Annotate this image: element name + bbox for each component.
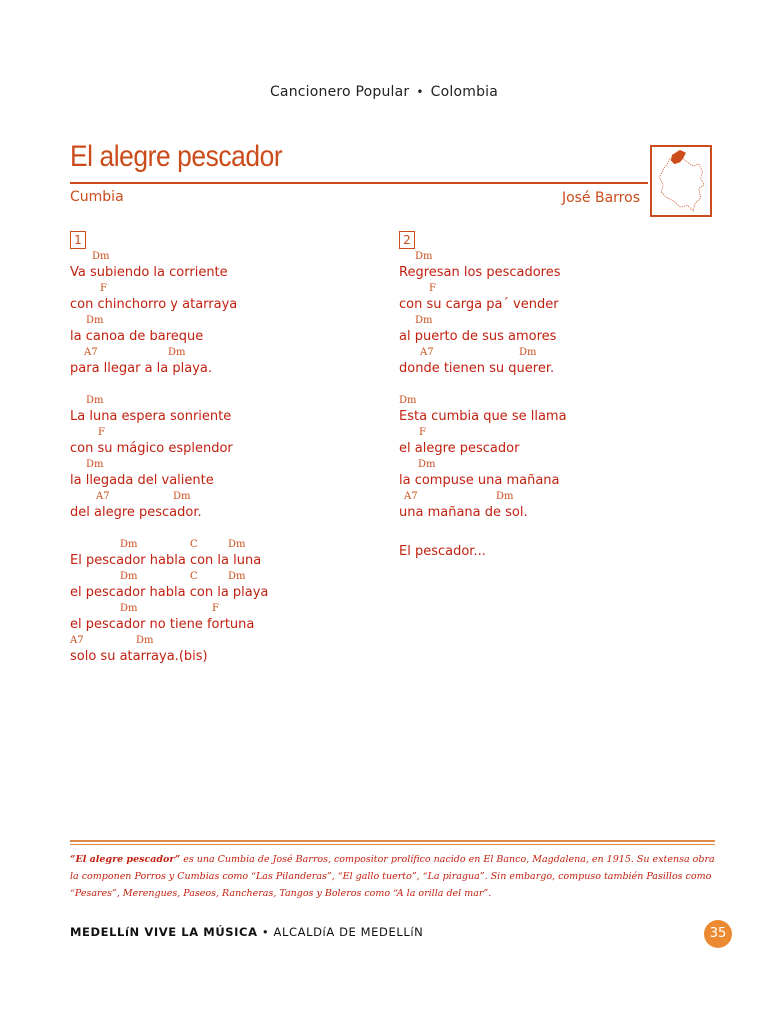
chord-row [399,427,699,440]
verse-column-1 [70,229,370,683]
chord: A7 [96,491,110,502]
lyric-text: donde tienen su querer. [399,361,555,376]
chord-row [70,603,370,616]
chord-row [70,427,370,440]
lyric-text: Va subiendo la corriente [70,265,228,280]
song-title: El alegre pescador [70,140,283,173]
song-note [70,851,715,902]
chord: A7 [404,491,418,502]
lyric-line [70,459,370,491]
map-frame [650,145,712,217]
lyric-text: al puerto de sus amores [399,329,557,344]
closing-line: El pescador... [399,544,486,559]
lyric-line [399,251,699,283]
chord: Dm [418,459,436,470]
chord: A7 [70,635,84,646]
chord: Dm [415,251,433,262]
lyric-text: el alegre pescador [399,441,520,456]
lyric-text: la compuse una mañana [399,473,560,488]
verse-number: 2 [399,231,415,249]
chord: Dm [173,491,191,502]
stanza [399,251,699,379]
chord-row [70,539,370,552]
chord: Dm [86,315,104,326]
chord: Dm [86,395,104,406]
header-separator: • [416,85,424,99]
chord: F [419,427,426,438]
note-divider-thin [70,844,715,845]
chord: Dm [120,603,138,614]
verse-column-2 [399,229,699,560]
chord: F [100,283,107,294]
chord-row [70,315,370,328]
footer-program: MEDELLíN VIVE LA MÚSICA [70,925,258,939]
chord: A7 [84,347,98,358]
chord-row [70,571,370,584]
lyric-line [70,251,370,283]
page-number-badge: 35 [704,920,732,948]
chord: F [429,283,436,294]
chord-row [399,459,699,472]
title-divider [70,182,648,184]
lyric-line [399,491,699,523]
chord-row [399,315,699,328]
lyric-line [70,395,370,427]
chord-row [70,459,370,472]
footer-office: ALCALDíA DE MEDELLíN [273,925,424,939]
chord-row [399,395,699,408]
lyric-text: Esta cumbia que se llama [399,409,567,424]
stanza [70,251,370,379]
verse-number: 1 [70,231,86,249]
chord: C [190,571,198,582]
note-bold: “El alegre pescador” [70,854,181,865]
song-author: José Barros [561,190,640,206]
lyric-text: solo su atarraya.(bis) [70,649,208,664]
lyric-text: El pescador habla con la luna [70,553,262,568]
song-genre: Cumbia [70,189,124,205]
lyric-text: la llegada del valiente [70,473,214,488]
header-country: Colombia [430,84,499,100]
chord: Dm [86,459,104,470]
note-text: es una Cumbia de José Barros, compositor prolífico nacido en El Banco, Magdalena, en 1915. Su extensa obra la componen Porros y Cumbias como “Las Pilanderas”, “El gallo tuerto”, “La piragua”. Sin embargo, compuso también Pasillos como “Pesares”, Merengues, Paseos, Rancheras, Tangos y Boleros como “A la orilla del mar”. [70,854,715,899]
chord: Dm [120,571,138,582]
chord: Dm [92,251,110,262]
lyric-text: la canoa de bareque [70,329,204,344]
chord-row [70,347,370,360]
lyric-text: el pescador no tiene fortuna [70,617,255,632]
lyric-line [399,395,699,427]
chord-row [70,395,370,408]
lyric-text: con chinchorro y atarraya [70,297,238,312]
lyric-line [399,315,699,347]
footer-separator: • [261,925,270,939]
chord: Dm [168,347,186,358]
lyric-line [70,283,370,315]
lyric-text: para llegar a la playa. [70,361,213,376]
lyric-line [70,315,370,347]
lyric-line [70,571,370,603]
footer-label [70,925,423,939]
chord-row [70,491,370,504]
lyric-text: La luna espera sonriente [70,409,232,424]
chord: Dm [496,491,514,502]
lyric-line [399,459,699,491]
chord: Dm [136,635,154,646]
chord: Dm [399,395,417,406]
colombia-map-icon [652,147,710,215]
page-header [0,84,768,100]
lyric-line [70,491,370,523]
chord: C [190,539,198,550]
lyric-text: Regresan los pescadores [399,265,561,280]
chord: F [212,603,219,614]
chord: F [98,427,105,438]
lyric-line [70,347,370,379]
lyric-line [399,347,699,379]
lyric-text: con su carga pa´ vender [399,297,559,312]
chord: Dm [415,315,433,326]
lyric-line [70,539,370,571]
chord-row [70,635,370,648]
lyric-line [399,283,699,315]
chord: Dm [228,571,246,582]
chord-row [399,491,699,504]
header-songbook: Cancionero Popular [269,84,410,100]
stanza [70,539,370,667]
lyric-line [399,427,699,459]
chord: Dm [120,539,138,550]
chord-row [70,251,370,264]
chord: A7 [420,347,434,358]
stanza [399,395,699,523]
chord-row [399,251,699,264]
chord-row [399,347,699,360]
chord: Dm [228,539,246,550]
lyric-text: del alegre pescador. [70,505,202,520]
note-divider [70,840,715,842]
lyric-line [70,635,370,667]
lyric-line [70,427,370,459]
lyric-text: con su mágico esplendor [70,441,233,456]
lyric-text: el pescador habla con la playa [70,585,269,600]
lyric-line [70,603,370,635]
chord: Dm [519,347,537,358]
chord-row [399,283,699,296]
chord-row [70,283,370,296]
lyric-text: una mañana de sol. [399,505,528,520]
stanza [70,395,370,523]
